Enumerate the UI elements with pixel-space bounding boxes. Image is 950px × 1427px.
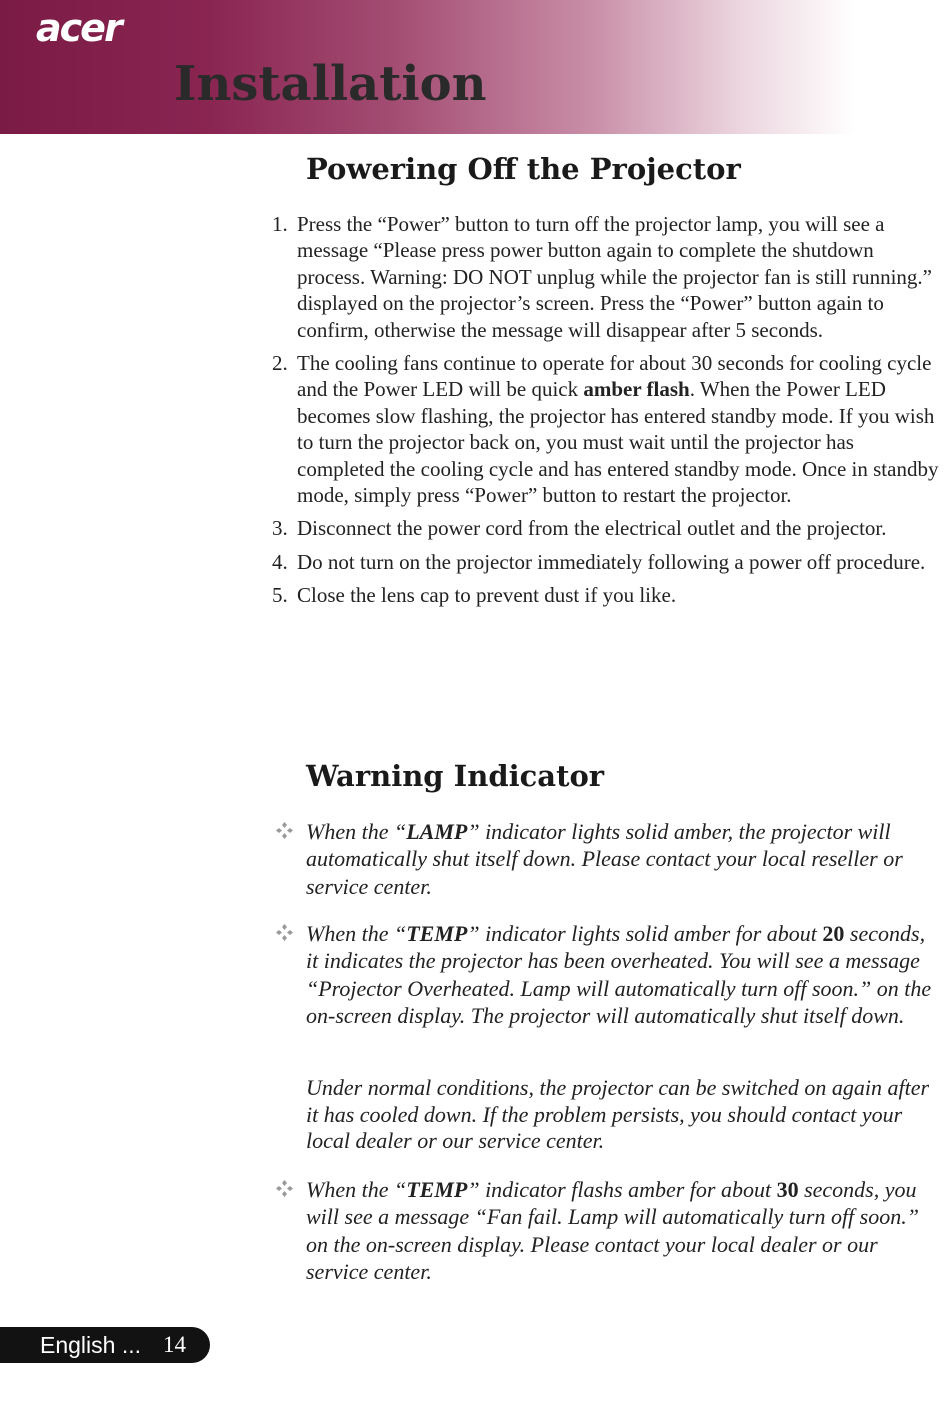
warning-text-pre: When the “ [306,819,407,844]
warning-item-temp-flash [276,1176,940,1286]
warning-item-lamp [276,818,940,900]
diamond-bullet-icon [276,1180,293,1197]
lamp-bold: LAMP [406,819,468,844]
footer-page-number: 14 [163,1332,186,1357]
warning-note: Under normal conditions, the projector can be switched on again after it has cooled down. If the problem persists, you should contact your local dealer or our service center. [306,1075,930,1153]
warning-text-post: seconds, you will see a message “Fan fail. Lamp will automatically turn off soon.” on the on-screen display. Please contact your local dealer or our service center. [306,1177,919,1285]
diamond-bullet-icon [276,924,293,941]
amber-flash-bold: amber flash [583,377,690,402]
step-text-before: The cooling fans continue to operate for about 30 seconds for cooling cycle and the Power LED will be quick [297,351,932,402]
step-text: Disconnect the power cord from the electrical outlet and the projector. [297,516,887,541]
step-item [272,549,940,575]
warning-text-post: ” indicator lights solid amber, the projector will automatically shut itself down. Please contact your local reseller or service center. [306,819,903,899]
seconds-bold: 20 [822,921,845,946]
diamond-bullet-icon [276,822,293,839]
warning-text [306,818,940,900]
step-number: 3. [272,516,288,541]
powering-off-steps [272,211,940,616]
step-item [272,350,940,508]
step-text: Do not turn on the projector immediately following a power off procedure. [297,549,926,574]
step-item [272,515,940,541]
acer-logo: acer [36,6,121,50]
warning-indicator-heading: Warning Indicator [306,759,605,793]
warning-item-temp-solid [276,920,940,1030]
warning-text-mid: ” indicator lights solid amber for about [467,921,823,946]
step-number: 5. [272,583,288,608]
warning-text [306,1176,940,1286]
step-number: 2. [272,351,288,376]
warning-text-pre: When the “ [306,1177,407,1202]
powering-off-heading: Powering Off the Projector [306,152,741,186]
step-number: 4. [272,549,288,574]
warning-text-post: seconds, it indicates the projector has been overheated. You will see a message “Projector Overheated. Lamp will automatically turn off soon.” on the on-screen display. The projector will automatically shut itself down. [306,921,932,1029]
warning-text-pre: When the “ [306,921,407,946]
step-item [272,211,940,343]
footer-page-tab [0,1327,210,1363]
temp-bold: TEMP [406,921,468,946]
section-title: Installation [174,56,487,112]
temp-bold: TEMP [406,1177,468,1202]
warning-text [306,920,940,1030]
footer-language: English ... [40,1331,141,1358]
step-text: Press the “Power” button to turn off the projector lamp, you will see a message “Please press power button again to complete the shutdown process. Warning: DO NOT unplug while the projector fan is still running.” displayed on the projector’s screen. Press the “Power” button again to confirm, otherwise the message will disappear after 5 seconds. [297,212,933,342]
warning-text-mid: ” indicator flashs amber for about [467,1177,777,1202]
step-number: 1. [272,212,288,236]
step-text-after: . When the Power LED becomes slow flashing, the projector has entered standby mode. If you wish to turn the projector back on, you must wait until the projector has completed the cooling cycle and has entered standby mode. Once in standby mode, simply press “Power” button to restart the projector. [297,377,939,508]
step-text: Close the lens cap to prevent dust if you like. [297,583,677,608]
step-item [272,582,940,608]
header-band [0,0,950,134]
seconds-bold: 30 [776,1177,799,1202]
